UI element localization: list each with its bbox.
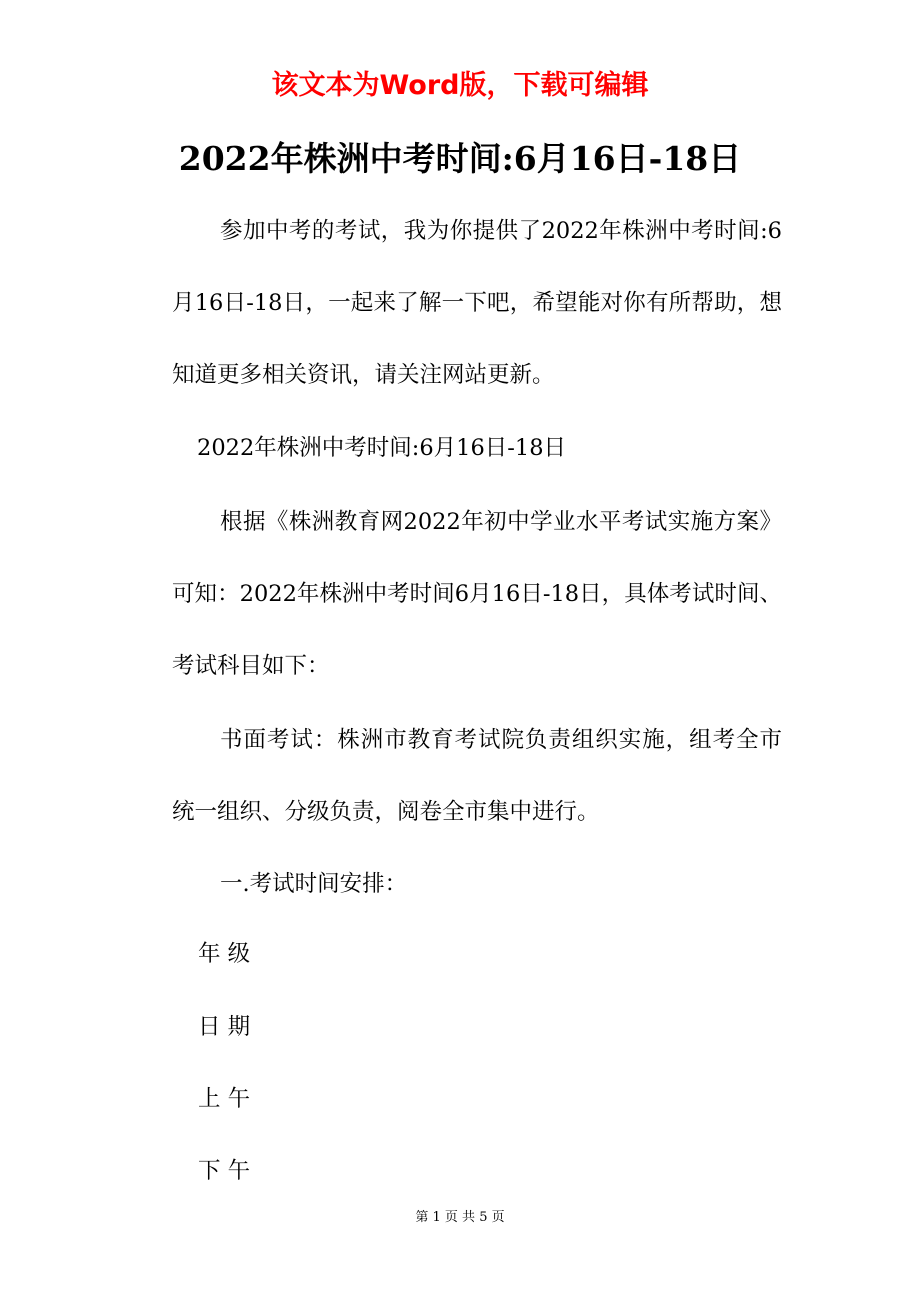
intro-paragraph: 参加中考的考试，我为你提供了2022年株洲中考时间:6月16日-18日，一起来了解一下吧，希望能对你有所帮助，想知道更多相关资讯，请关注网站更新。 (172, 218, 782, 388)
page-indicator: 第 1 页 共 5 页 (415, 1210, 505, 1225)
section-heading: 一.考试时间安排： (220, 871, 408, 897)
download-banner: 该文本为Word版，下载可编辑 (271, 70, 649, 101)
table-label-morning: 上 午 (198, 1086, 251, 1112)
table-label-grade: 年 级 (198, 941, 251, 967)
basis-paragraph: 根据《株洲教育网2022年初中学业水平考试实施方案》可知：2022年株洲中考时间6月16日-18日，具体考试时间、考试科目如下： (172, 509, 782, 679)
table-label-afternoon: 下 午 (198, 1158, 251, 1184)
written-exam-paragraph: 书面考试：株洲市教育考试院负责组织实施，组考全市统一组织、分级负责，阅卷全市集中进行。 (172, 727, 782, 825)
table-label-date: 日 期 (198, 1014, 251, 1040)
subheading: 2022年株洲中考时间:6月16日-18日 (197, 435, 567, 461)
document-title: 2022年株洲中考时间:6月16日-18日 (178, 139, 742, 178)
